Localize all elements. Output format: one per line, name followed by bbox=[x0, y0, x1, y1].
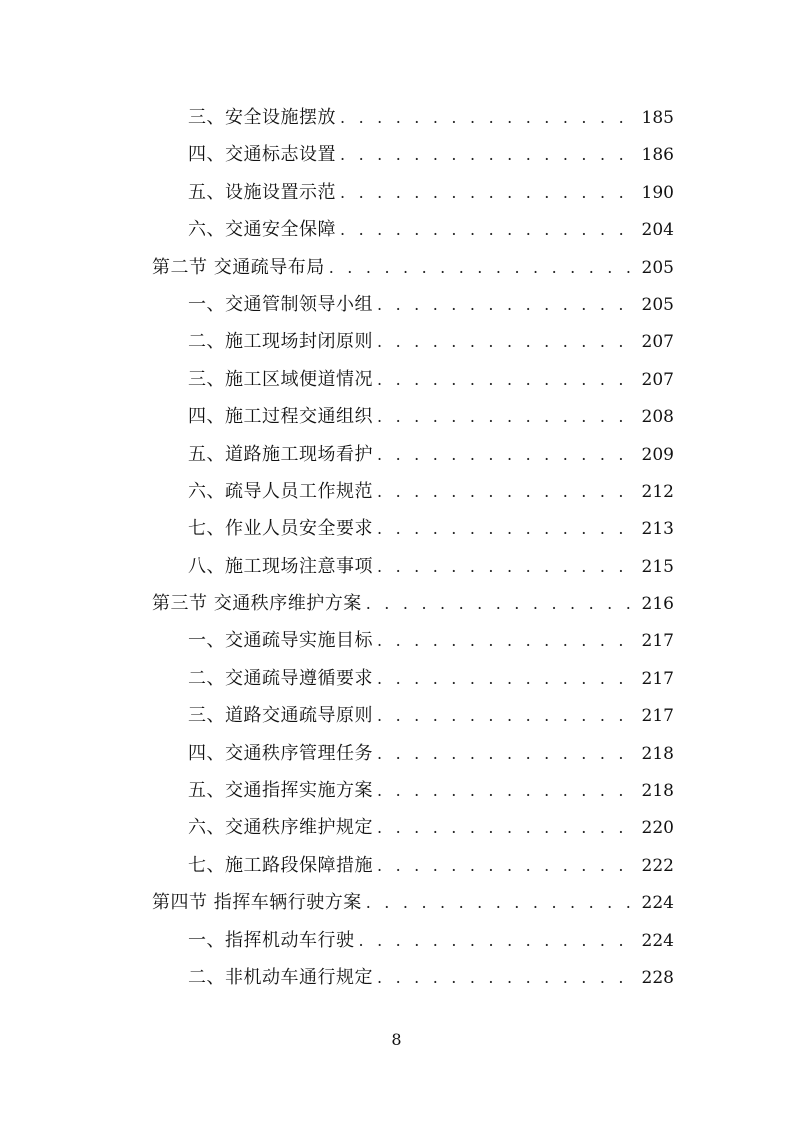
toc-entry-title: 第二节 交通疏导布局 bbox=[152, 256, 325, 278]
dot-leader bbox=[366, 585, 636, 622]
toc-entry[interactable] bbox=[152, 398, 674, 435]
toc-entry-title: 五、设施设置示范 bbox=[188, 181, 336, 203]
dot-leader bbox=[340, 136, 636, 173]
toc-entry-title: 五、交通指挥实施方案 bbox=[188, 780, 373, 802]
toc-entry-title: 一、指挥机动车行驶 bbox=[188, 929, 355, 951]
toc-entry-page: 215 bbox=[641, 556, 674, 577]
toc-section-entry[interactable] bbox=[152, 884, 674, 921]
dot-leader bbox=[377, 622, 636, 659]
toc-entry[interactable] bbox=[152, 697, 674, 734]
toc-entry-page: 186 bbox=[641, 145, 674, 166]
toc-entry[interactable] bbox=[152, 922, 674, 959]
toc-entry-page: 205 bbox=[641, 257, 674, 278]
toc-entry[interactable] bbox=[152, 959, 674, 996]
dot-leader bbox=[377, 473, 636, 510]
dot-leader bbox=[377, 361, 636, 398]
toc-entry-title: 一、交通疏导实施目标 bbox=[188, 630, 373, 652]
table-of-contents bbox=[152, 99, 674, 996]
toc-entry[interactable] bbox=[152, 809, 674, 846]
toc-entry-page: 217 bbox=[641, 706, 674, 727]
toc-entry-page: 213 bbox=[641, 519, 674, 540]
toc-entry-title: 七、施工路段保障措施 bbox=[188, 854, 373, 876]
toc-entry[interactable] bbox=[152, 772, 674, 809]
dot-leader bbox=[377, 398, 636, 435]
dot-leader bbox=[340, 174, 636, 211]
toc-entry[interactable] bbox=[152, 286, 674, 323]
dot-leader bbox=[377, 323, 636, 360]
toc-entry[interactable] bbox=[152, 510, 674, 547]
toc-entry-title: 第四节 指挥车辆行驶方案 bbox=[152, 892, 362, 914]
toc-entry[interactable] bbox=[152, 660, 674, 697]
toc-entry-page: 185 bbox=[641, 108, 674, 128]
toc-entry-page: 204 bbox=[641, 220, 674, 241]
dot-leader bbox=[340, 99, 636, 136]
toc-entry-title: 六、交通秩序维护规定 bbox=[188, 817, 373, 839]
toc-entry-page: 190 bbox=[641, 182, 674, 203]
dot-leader bbox=[377, 548, 636, 585]
toc-entry-page: 218 bbox=[641, 781, 674, 802]
dot-leader bbox=[377, 809, 636, 846]
toc-entry-page: 218 bbox=[641, 743, 674, 764]
toc-entry[interactable] bbox=[152, 735, 674, 772]
toc-section-entry[interactable] bbox=[152, 249, 674, 286]
toc-entry-page: 228 bbox=[641, 967, 674, 988]
toc-entry-page: 222 bbox=[641, 855, 674, 876]
dot-leader bbox=[377, 959, 636, 996]
toc-entry[interactable] bbox=[152, 473, 674, 510]
toc-entry[interactable] bbox=[152, 361, 674, 398]
toc-entry[interactable] bbox=[152, 211, 674, 248]
toc-entry-title: 四、施工过程交通组织 bbox=[188, 406, 373, 428]
toc-entry-title: 四、交通秩序管理任务 bbox=[188, 742, 373, 764]
toc-entry-title: 二、施工现场封闭原则 bbox=[188, 331, 373, 353]
dot-leader bbox=[377, 772, 636, 809]
toc-entry[interactable] bbox=[152, 847, 674, 884]
dot-leader bbox=[377, 660, 636, 697]
toc-section-entry[interactable] bbox=[152, 585, 674, 622]
toc-entry[interactable] bbox=[152, 323, 674, 360]
toc-entry-page: 209 bbox=[641, 444, 674, 465]
toc-entry[interactable] bbox=[152, 174, 674, 211]
toc-entry-title: 一、交通管制领导小组 bbox=[188, 293, 373, 315]
toc-entry-title: 三、道路交通疏导原则 bbox=[188, 705, 373, 727]
toc-entry[interactable] bbox=[152, 99, 674, 136]
toc-entry-title: 八、施工现场注意事项 bbox=[188, 555, 373, 577]
toc-entry-page: 217 bbox=[641, 668, 674, 689]
toc-entry-page: 207 bbox=[641, 332, 674, 353]
toc-entry[interactable] bbox=[152, 436, 674, 473]
toc-entry[interactable] bbox=[152, 622, 674, 659]
toc-entry-page: 224 bbox=[641, 893, 674, 914]
page-number: 8 bbox=[391, 1030, 402, 1049]
dot-leader bbox=[377, 697, 636, 734]
dot-leader bbox=[377, 510, 636, 547]
dot-leader bbox=[340, 211, 636, 248]
toc-entry-page: 224 bbox=[641, 930, 674, 951]
toc-entry-page: 217 bbox=[641, 631, 674, 652]
toc-entry-title: 三、施工区域便道情况 bbox=[188, 368, 373, 390]
toc-entry-title: 七、作业人员安全要求 bbox=[188, 518, 373, 540]
toc-entry[interactable] bbox=[152, 136, 674, 173]
toc-entry-title: 第三节 交通秩序维护方案 bbox=[152, 593, 362, 615]
toc-entry-title: 六、疏导人员工作规范 bbox=[188, 480, 373, 502]
toc-entry-page: 208 bbox=[641, 407, 674, 428]
toc-entry-title: 四、交通标志设置 bbox=[188, 144, 336, 166]
dot-leader bbox=[377, 735, 636, 772]
dot-leader bbox=[377, 286, 636, 323]
dot-leader bbox=[359, 922, 636, 959]
toc-entry-page: 212 bbox=[641, 481, 674, 502]
toc-entry-title: 五、道路施工现场看护 bbox=[188, 443, 373, 465]
toc-entry-page: 207 bbox=[641, 369, 674, 390]
toc-entry-title: 二、交通疏导遵循要求 bbox=[188, 667, 373, 689]
toc-entry-title: 六、交通安全保障 bbox=[188, 219, 336, 241]
toc-entry-page: 220 bbox=[641, 818, 674, 839]
dot-leader bbox=[377, 436, 636, 473]
toc-entry[interactable] bbox=[152, 548, 674, 585]
toc-entry-page: 205 bbox=[641, 294, 674, 315]
dot-leader bbox=[366, 884, 636, 921]
dot-leader bbox=[329, 249, 636, 286]
toc-entry-page: 216 bbox=[641, 594, 674, 615]
toc-entry-title: 二、非机动车通行规定 bbox=[188, 966, 373, 988]
dot-leader bbox=[377, 847, 636, 884]
toc-entry-title: 三、安全设施摆放 bbox=[188, 107, 336, 128]
